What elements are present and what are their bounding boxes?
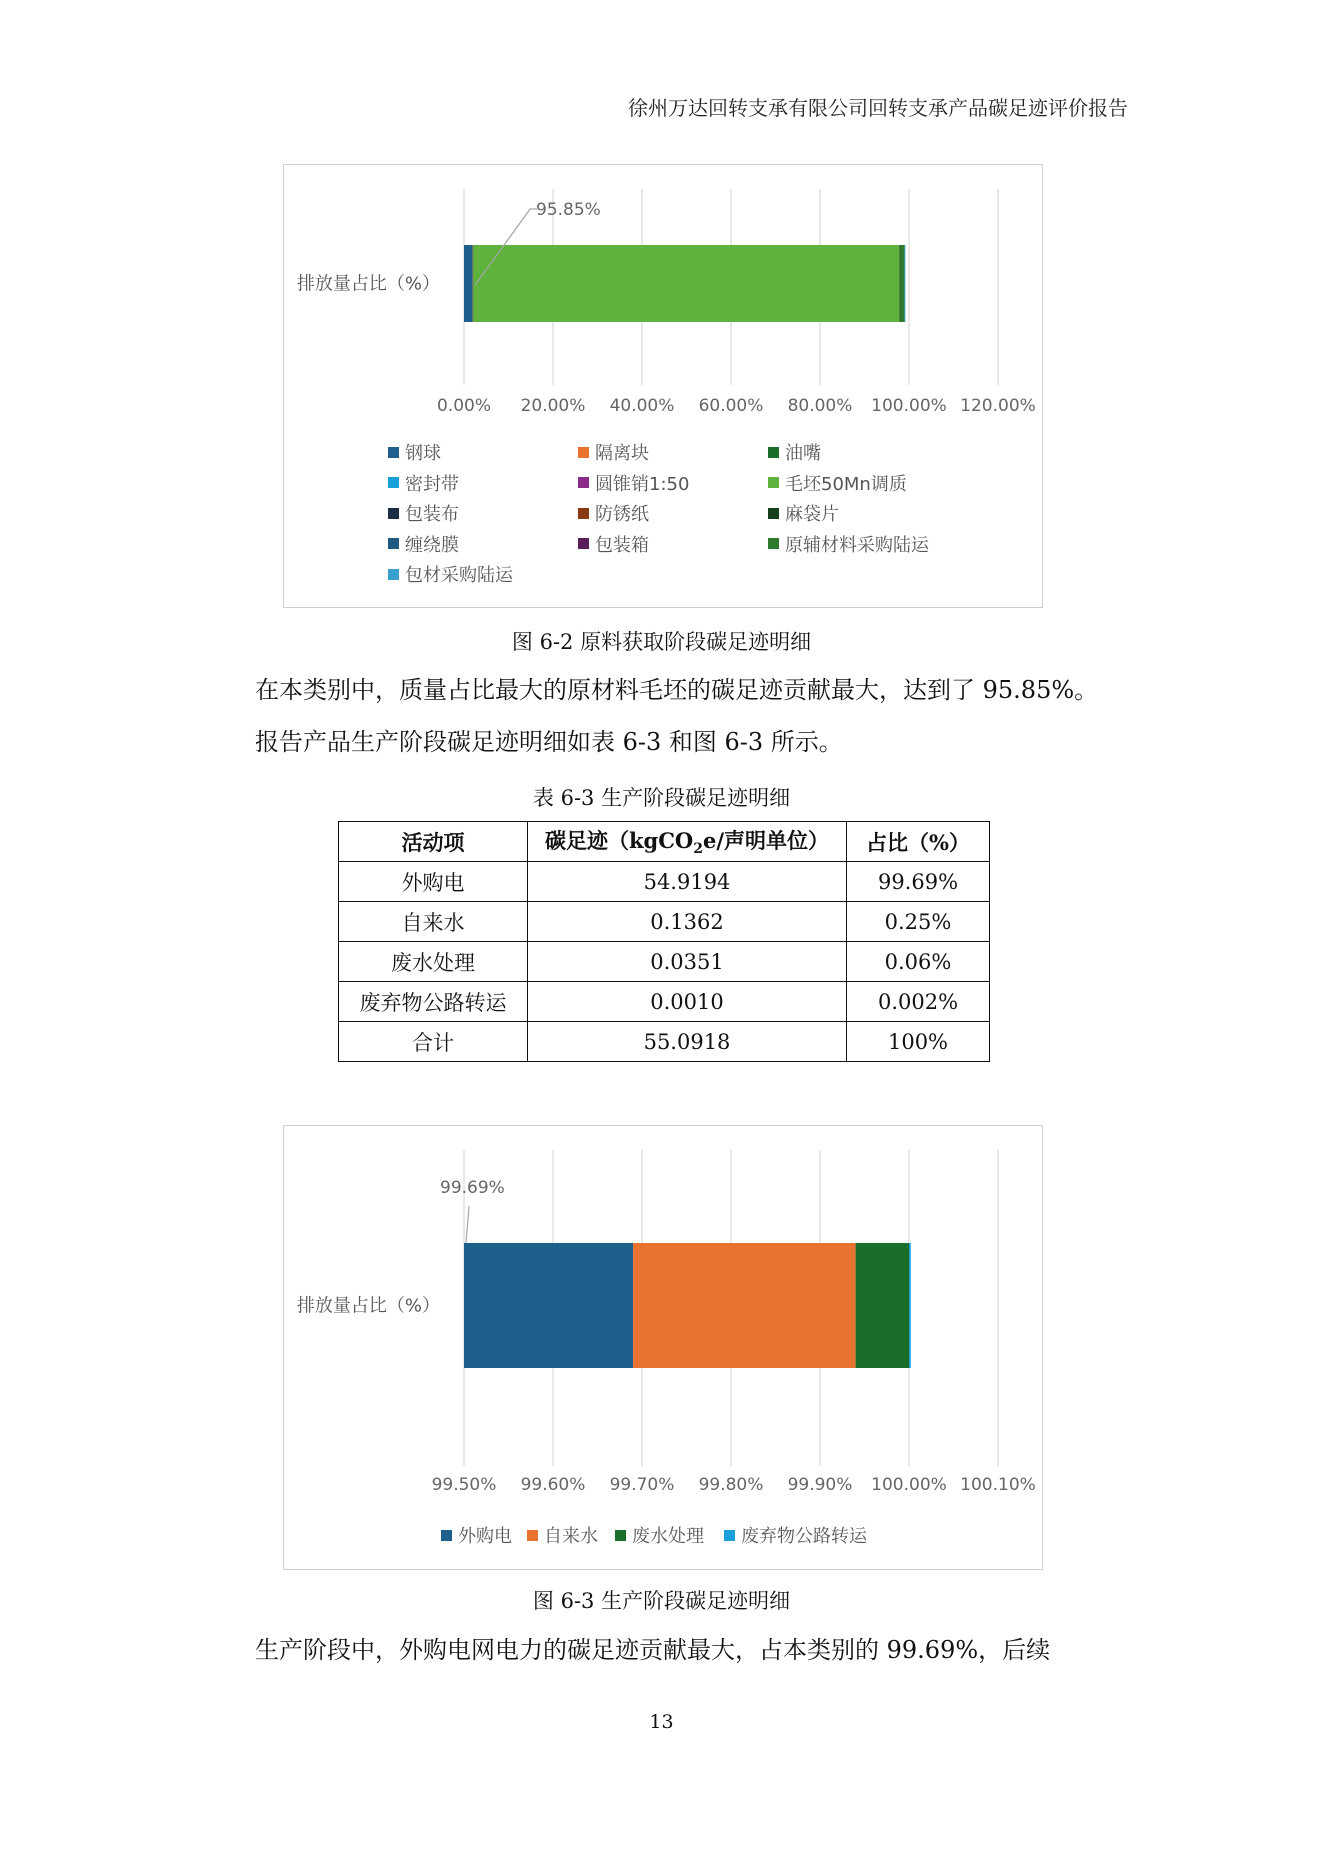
legend-swatch <box>724 1530 735 1541</box>
legend-swatch <box>578 538 589 549</box>
data-label: 95.85% <box>536 200 601 220</box>
legend-label: 包装布 <box>405 504 459 525</box>
legend-label: 废弃物公路转运 <box>741 1526 867 1547</box>
legend-item <box>388 470 459 496</box>
legend-item <box>388 439 441 465</box>
legend-swatch <box>578 477 589 488</box>
table-row <box>339 1022 990 1062</box>
x-tick-label: 100.00% <box>871 1475 947 1495</box>
chart-production-svg <box>284 1126 1044 1571</box>
legend-label: 毛坯50Mn调质 <box>785 473 907 495</box>
legend-swatch <box>388 477 399 488</box>
cell-footprint: 55.0918 <box>528 1022 847 1062</box>
legend-label: 原辅材料采购陆运 <box>785 534 929 556</box>
legend-label: 圆锥销1:50 <box>595 473 690 495</box>
legend-label: 油嘴 <box>785 443 821 464</box>
cell-activity: 外购电 <box>339 862 528 902</box>
cell-footprint: 54.9194 <box>528 862 847 902</box>
legend-label: 外购电 <box>458 1526 512 1547</box>
x-tick-label: 0.00% <box>436 396 492 416</box>
legend-label: 包装箱 <box>595 534 649 556</box>
legend-label: 废水处理 <box>632 1526 704 1547</box>
legend-item <box>578 470 689 496</box>
legend-label: 自来水 <box>544 1526 598 1547</box>
legend-item <box>578 531 649 557</box>
header-share: 占比（%） <box>847 822 990 862</box>
x-tick-label: 99.70% <box>609 1475 675 1495</box>
legend-swatch <box>388 569 399 580</box>
legend-item <box>578 439 649 465</box>
legend-label: 麻袋片 <box>785 504 839 525</box>
figure-caption-6-3: 图 6-3 生产阶段碳足迹明细 <box>532 1589 791 1613</box>
page-header: 徐州万达回转支承有限公司回转支承产品碳足迹评价报告 <box>628 96 1128 120</box>
cell-share: 100% <box>847 1022 990 1062</box>
cell-footprint: 0.0010 <box>528 982 847 1022</box>
cell-activity: 自来水 <box>339 902 528 942</box>
chart-production <box>283 1125 1043 1570</box>
cell-share: 0.06% <box>847 942 990 982</box>
table-row <box>339 942 990 982</box>
legend-swatch <box>578 447 589 458</box>
cell-activity: 合计 <box>339 1022 528 1062</box>
legend-item <box>388 500 459 526</box>
header-activity: 活动项 <box>339 822 528 862</box>
legend-swatch <box>578 508 589 519</box>
legend-swatch <box>768 538 779 549</box>
legend-label: 隔离块 <box>595 443 649 464</box>
paragraph-3: 生产阶段中，外购电网电力的碳足迹贡献最大，占本类别的 99.69%，后续 <box>255 1636 1051 1664</box>
x-tick-label: 60.00% <box>698 396 764 416</box>
cell-share: 0.002% <box>847 982 990 1022</box>
legend-swatch <box>527 1530 538 1541</box>
legend-swatch <box>768 477 779 488</box>
cell-activity: 废弃物公路转运 <box>339 982 528 1022</box>
x-tick-label: 80.00% <box>787 396 853 416</box>
legend-item <box>388 531 459 557</box>
bar-segment <box>856 1243 909 1368</box>
legend-item <box>441 1522 512 1548</box>
bar-segment <box>633 1243 856 1368</box>
table-caption-6-3: 表 6-3 生产阶段碳足迹明细 <box>532 786 791 810</box>
legend-swatch <box>388 447 399 458</box>
cell-activity: 废水处理 <box>339 942 528 982</box>
table-row <box>339 982 990 1022</box>
page-number: 13 <box>649 1711 674 1733</box>
bar-segment <box>905 245 906 322</box>
paragraph-1: 在本类别中，质量占比最大的原材料毛坯的碳足迹贡献最大，达到了 95.85%。 <box>255 676 1099 704</box>
legend-item <box>768 439 821 465</box>
legend-label: 缠绕膜 <box>405 534 459 556</box>
legend-swatch <box>388 508 399 519</box>
chart-raw-material <box>283 164 1043 608</box>
legend-swatch <box>768 508 779 519</box>
legend-item <box>527 1522 598 1548</box>
table-row <box>339 862 990 902</box>
x-tick-label: 40.00% <box>609 396 675 416</box>
legend-label: 钢球 <box>405 443 441 464</box>
x-tick-label: 99.60% <box>520 1475 586 1495</box>
annotation-leader-line <box>466 1206 469 1243</box>
category-label: 排放量占比（%） <box>296 1295 440 1317</box>
x-tick-label: 100.00% <box>871 396 947 416</box>
table-row <box>339 902 990 942</box>
legend-label: 防锈纸 <box>595 504 649 525</box>
bar-segment <box>473 245 900 322</box>
cell-share: 0.25% <box>847 902 990 942</box>
legend-label: 包材采购陆运 <box>405 565 513 586</box>
legend-item <box>768 470 907 496</box>
legend-item <box>388 561 513 587</box>
figure-caption-6-2: 图 6-2 原料获取阶段碳足迹明细 <box>511 630 812 654</box>
legend-item <box>768 500 839 526</box>
legend-swatch <box>441 1530 452 1541</box>
legend-swatch <box>388 538 399 549</box>
cell-footprint: 0.0351 <box>528 942 847 982</box>
legend-item <box>615 1522 704 1548</box>
data-label: 99.69% <box>440 1178 505 1198</box>
cell-share: 99.69% <box>847 862 990 902</box>
x-tick-label: 100.10% <box>960 1475 1036 1495</box>
production-footprint-table <box>338 821 990 1062</box>
legend-swatch <box>768 447 779 458</box>
legend-item <box>724 1522 867 1548</box>
bar-segment <box>900 245 904 322</box>
bar-segment <box>464 245 473 322</box>
legend-item <box>768 531 929 557</box>
category-label: 排放量占比（%） <box>296 273 440 295</box>
cell-footprint: 0.1362 <box>528 902 847 942</box>
paragraph-2: 报告产品生产阶段碳足迹明细如表 6-3 和图 6-3 所示。 <box>255 728 843 756</box>
bar-segment <box>464 1243 633 1368</box>
legend-swatch <box>615 1530 626 1541</box>
table-header-row <box>339 822 990 862</box>
x-tick-label: 99.50% <box>431 1475 497 1495</box>
x-tick-label: 99.80% <box>698 1475 764 1495</box>
legend-label: 密封带 <box>405 473 459 495</box>
bar-segment <box>909 1243 911 1368</box>
header-footprint: 碳足迹（kgCO$_2$e/声明单位） <box>528 822 847 862</box>
legend-item <box>578 500 649 526</box>
x-tick-label: 20.00% <box>520 396 586 416</box>
x-tick-label: 99.90% <box>787 1475 853 1495</box>
x-tick-label: 120.00% <box>960 396 1036 416</box>
